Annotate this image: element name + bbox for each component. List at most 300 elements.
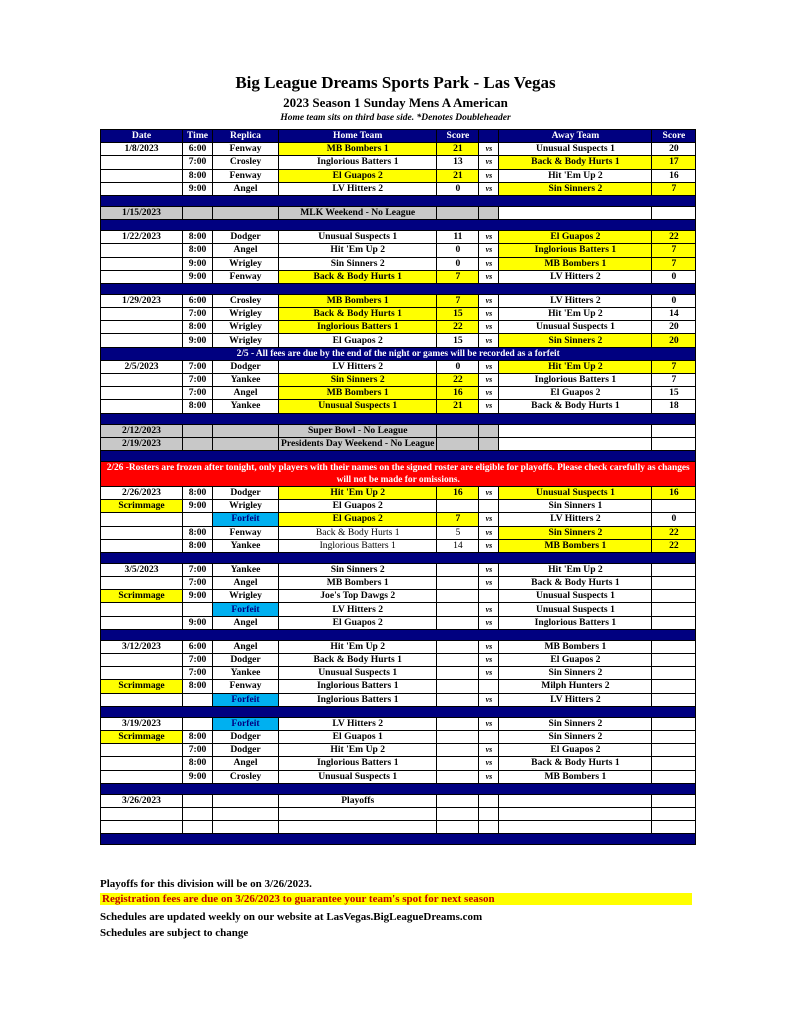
time-cell: 8:00 — [183, 539, 213, 552]
replica-cell: Forfeit — [213, 717, 279, 730]
vs-cell: vs — [479, 321, 499, 334]
home-team-cell: Inglorious Batters 1 — [279, 693, 437, 706]
away-team-cell: MB Bombers 1 — [499, 257, 652, 270]
date-cell — [101, 667, 183, 680]
vs-cell: vs — [479, 667, 499, 680]
replica-cell: Dodger — [213, 486, 279, 499]
away-score-cell — [652, 821, 696, 834]
away-team-cell: Sin Sinners 2 — [499, 730, 652, 743]
home-team-cell: MB Bombers 1 — [279, 577, 437, 590]
time-cell: 7:00 — [183, 374, 213, 387]
time-cell: 9:00 — [183, 616, 213, 629]
away-score-cell: 22 — [652, 526, 696, 539]
vs-cell: vs — [479, 693, 499, 706]
date-cell — [101, 526, 183, 539]
replica-cell: Wrigley — [213, 334, 279, 347]
home-score-cell: 22 — [437, 374, 479, 387]
date-cell — [101, 807, 183, 820]
away-team-cell — [499, 206, 652, 219]
away-score-cell — [652, 577, 696, 590]
date-cell — [101, 400, 183, 413]
col-header-home-score: Score — [437, 130, 479, 143]
replica-cell — [213, 424, 279, 437]
replica-cell: Wrigley — [213, 308, 279, 321]
game-row — [101, 486, 696, 499]
home-score-cell: 16 — [437, 486, 479, 499]
separator-bar — [101, 220, 696, 231]
time-cell — [183, 424, 213, 437]
home-team-cell: Unusual Suspects 1 — [279, 667, 437, 680]
game-row — [101, 640, 696, 653]
date-cell: 2/26/2023 — [101, 486, 183, 499]
vs-cell: vs — [479, 360, 499, 373]
home-team-cell — [279, 807, 437, 820]
away-score-cell: 20 — [652, 334, 696, 347]
away-team-cell — [499, 424, 652, 437]
away-score-cell — [652, 603, 696, 616]
col-header-home-team: Home Team — [279, 130, 437, 143]
home-team-cell: Hit 'Em Up 2 — [279, 744, 437, 757]
away-score-cell — [652, 667, 696, 680]
away-score-cell — [652, 770, 696, 783]
vs-cell: vs — [479, 231, 499, 244]
schedule-table — [100, 129, 696, 845]
date-cell — [101, 182, 183, 195]
vs-cell: vs — [479, 640, 499, 653]
away-score-cell: 20 — [652, 321, 696, 334]
separator-row — [101, 834, 696, 845]
away-score-cell — [652, 206, 696, 219]
home-team-cell: Inglorious Batters 1 — [279, 539, 437, 552]
separator-row — [101, 629, 696, 640]
home-score-cell — [437, 603, 479, 616]
no-league-row — [101, 206, 696, 219]
home-score-cell: 21 — [437, 169, 479, 182]
footer-change-note: Schedules are subject to change — [100, 927, 249, 939]
away-score-cell — [652, 730, 696, 743]
vs-cell: vs — [479, 244, 499, 257]
fees-notice-row — [101, 347, 696, 360]
date-cell: Scrimmage — [101, 730, 183, 743]
home-team-cell: Playoffs — [279, 794, 437, 807]
home-team-cell: Back & Body Hurts 1 — [279, 526, 437, 539]
home-score-cell — [437, 770, 479, 783]
time-cell: 9:00 — [183, 590, 213, 603]
vs-cell — [479, 500, 499, 513]
date-cell — [101, 577, 183, 590]
time-cell: 6:00 — [183, 294, 213, 307]
vs-cell: vs — [479, 563, 499, 576]
time-cell: 9:00 — [183, 182, 213, 195]
replica-cell: Angel — [213, 387, 279, 400]
footer-registration-note: Registration fees are due on 3/26/2023 to guarantee your team's spot for next season — [100, 893, 692, 905]
time-cell — [183, 717, 213, 730]
time-cell: 8:00 — [183, 244, 213, 257]
game-row — [101, 308, 696, 321]
home-team-cell: Back & Body Hurts 1 — [279, 654, 437, 667]
away-team-cell: Sin Sinners 2 — [499, 717, 652, 730]
away-team-cell: LV Hitters 2 — [499, 693, 652, 706]
date-cell: 1/29/2023 — [101, 294, 183, 307]
home-team-cell: MB Bombers 1 — [279, 387, 437, 400]
away-team-cell: Inglorious Batters 1 — [499, 616, 652, 629]
home-team-cell: El Guapos 1 — [279, 730, 437, 743]
home-score-cell — [437, 807, 479, 820]
home-score-cell: 22 — [437, 321, 479, 334]
away-team-cell: LV Hitters 2 — [499, 513, 652, 526]
replica-cell: Fenway — [213, 169, 279, 182]
replica-cell: Dodger — [213, 730, 279, 743]
game-row — [101, 294, 696, 307]
away-score-cell: 7 — [652, 374, 696, 387]
game-row — [101, 563, 696, 576]
away-score-cell: 0 — [652, 270, 696, 283]
header-note: Home team sits on third base side. *Denotes Doubleheader — [280, 113, 511, 123]
vs-cell: vs — [479, 654, 499, 667]
date-cell — [101, 244, 183, 257]
home-score-cell — [437, 693, 479, 706]
time-cell: 7:00 — [183, 360, 213, 373]
game-row — [101, 270, 696, 283]
vs-cell — [479, 730, 499, 743]
home-score-cell — [437, 757, 479, 770]
away-team-cell: El Guapos 2 — [499, 387, 652, 400]
time-cell — [183, 693, 213, 706]
time-cell: 6:00 — [183, 143, 213, 156]
footer-playoffs-note: Playoffs for this division will be on 3/26/2023. — [100, 878, 312, 890]
away-score-cell: 7 — [652, 257, 696, 270]
separator-row — [101, 552, 696, 563]
vs-cell: vs — [479, 526, 499, 539]
home-team-cell: Inglorious Batters 1 — [279, 156, 437, 169]
time-cell: 8:00 — [183, 757, 213, 770]
home-score-cell — [437, 500, 479, 513]
home-team-cell — [279, 821, 437, 834]
away-score-cell — [652, 590, 696, 603]
away-team-cell: MB Bombers 1 — [499, 539, 652, 552]
away-team-cell: LV Hitters 2 — [499, 270, 652, 283]
replica-cell: Yankee — [213, 563, 279, 576]
date-cell — [101, 321, 183, 334]
vs-cell: vs — [479, 577, 499, 590]
date-cell — [101, 616, 183, 629]
away-score-cell — [652, 693, 696, 706]
away-score-cell: 18 — [652, 400, 696, 413]
game-row — [101, 539, 696, 552]
home-team-cell: Sin Sinners 2 — [279, 374, 437, 387]
separator-bar — [101, 706, 696, 717]
away-team-cell: LV Hitters 2 — [499, 294, 652, 307]
date-cell: 3/26/2023 — [101, 794, 183, 807]
replica-cell: Angel — [213, 640, 279, 653]
replica-cell — [213, 794, 279, 807]
away-team-cell: MB Bombers 1 — [499, 770, 652, 783]
away-team-cell — [499, 821, 652, 834]
home-score-cell: 21 — [437, 143, 479, 156]
date-cell: 2/12/2023 — [101, 424, 183, 437]
page-title: Big League Dreams Sports Park - Las Vegas — [235, 73, 556, 92]
time-cell: 7:00 — [183, 308, 213, 321]
home-score-cell: 7 — [437, 270, 479, 283]
home-team-cell: Back & Body Hurts 1 — [279, 308, 437, 321]
home-team-cell: El Guapos 2 — [279, 500, 437, 513]
date-cell: 2/19/2023 — [101, 437, 183, 450]
away-score-cell — [652, 424, 696, 437]
col-header-date: Date — [101, 130, 183, 143]
away-score-cell — [652, 757, 696, 770]
home-team-cell: LV Hitters 2 — [279, 717, 437, 730]
date-cell — [101, 308, 183, 321]
vs-cell: vs — [479, 539, 499, 552]
date-cell — [101, 757, 183, 770]
date-cell: Scrimmage — [101, 590, 183, 603]
replica-cell: Wrigley — [213, 590, 279, 603]
game-row — [101, 717, 696, 730]
time-cell: 6:00 — [183, 640, 213, 653]
date-cell: 3/5/2023 — [101, 563, 183, 576]
time-cell: 8:00 — [183, 169, 213, 182]
replica-cell: Angel — [213, 244, 279, 257]
date-cell — [101, 539, 183, 552]
vs-cell — [479, 590, 499, 603]
home-team-cell: El Guapos 2 — [279, 513, 437, 526]
replica-cell: Crosley — [213, 156, 279, 169]
away-score-cell: 16 — [652, 169, 696, 182]
roster-notice-row — [101, 461, 696, 486]
game-row — [101, 693, 696, 706]
away-team-cell: Hit 'Em Up 2 — [499, 169, 652, 182]
time-cell — [183, 794, 213, 807]
col-header-away-team: Away Team — [499, 130, 652, 143]
vs-cell: vs — [479, 757, 499, 770]
time-cell: 7:00 — [183, 744, 213, 757]
replica-cell: Wrigley — [213, 500, 279, 513]
replica-cell — [213, 821, 279, 834]
home-score-cell: 7 — [437, 294, 479, 307]
game-row — [101, 387, 696, 400]
vs-cell: vs — [479, 400, 499, 413]
col-header-vs — [479, 130, 499, 143]
away-score-cell: 17 — [652, 156, 696, 169]
home-score-cell — [437, 821, 479, 834]
away-score-cell: 7 — [652, 360, 696, 373]
no-league-row — [101, 437, 696, 450]
separator-bar — [101, 450, 696, 461]
date-cell — [101, 334, 183, 347]
game-row — [101, 526, 696, 539]
date-cell: 3/19/2023 — [101, 717, 183, 730]
home-score-cell — [437, 437, 479, 450]
time-cell: 9:00 — [183, 270, 213, 283]
date-cell — [101, 387, 183, 400]
home-team-cell: LV Hitters 2 — [279, 603, 437, 616]
time-cell — [183, 437, 213, 450]
vs-cell: vs — [479, 169, 499, 182]
away-team-cell: Hit 'Em Up 2 — [499, 308, 652, 321]
game-row — [101, 590, 696, 603]
separator-row — [101, 413, 696, 424]
away-team-cell: Unusual Suspects 1 — [499, 143, 652, 156]
time-cell: 8:00 — [183, 526, 213, 539]
away-team-cell: Hit 'Em Up 2 — [499, 563, 652, 576]
vs-cell: vs — [479, 374, 499, 387]
away-team-cell: Sin Sinners 2 — [499, 526, 652, 539]
home-score-cell: 0 — [437, 182, 479, 195]
away-team-cell: Back & Body Hurts 1 — [499, 156, 652, 169]
home-team-cell: MB Bombers 1 — [279, 294, 437, 307]
no-league-text: Presidents Day Weekend - No League — [279, 437, 437, 450]
time-cell: 9:00 — [183, 334, 213, 347]
away-team-cell: El Guapos 2 — [499, 231, 652, 244]
vs-cell: vs — [479, 770, 499, 783]
replica-cell: Dodger — [213, 231, 279, 244]
time-cell: 8:00 — [183, 680, 213, 693]
game-row — [101, 757, 696, 770]
away-team-cell: Back & Body Hurts 1 — [499, 757, 652, 770]
page-subtitle: 2023 Season 1 Sunday Mens A American — [283, 95, 508, 110]
game-row — [101, 374, 696, 387]
game-row — [101, 257, 696, 270]
vs-cell — [479, 821, 499, 834]
away-score-cell — [652, 744, 696, 757]
game-row — [101, 577, 696, 590]
replica-cell — [213, 807, 279, 820]
game-row — [101, 616, 696, 629]
game-row — [101, 231, 696, 244]
home-score-cell: 11 — [437, 231, 479, 244]
time-cell: 7:00 — [183, 667, 213, 680]
away-team-cell: Inglorious Batters 1 — [499, 374, 652, 387]
fees-notice: 2/5 - All fees are due by the end of the night or games will be recorded as a forfeit — [101, 347, 696, 360]
time-cell: 8:00 — [183, 231, 213, 244]
home-score-cell — [437, 680, 479, 693]
no-league-text: Super Bowl - No League — [279, 424, 437, 437]
away-score-cell — [652, 500, 696, 513]
time-cell: 9:00 — [183, 770, 213, 783]
home-score-cell — [437, 744, 479, 757]
home-score-cell — [437, 717, 479, 730]
game-row — [101, 334, 696, 347]
time-cell: 7:00 — [183, 577, 213, 590]
away-team-cell: Inglorious Batters 1 — [499, 244, 652, 257]
away-team-cell: MB Bombers 1 — [499, 640, 652, 653]
home-score-cell: 21 — [437, 400, 479, 413]
date-cell: 2/5/2023 — [101, 360, 183, 373]
time-cell: 8:00 — [183, 321, 213, 334]
away-team-cell: Sin Sinners 1 — [499, 500, 652, 513]
home-score-cell: 0 — [437, 360, 479, 373]
footer-website-note: Schedules are updated weekly on our website at LasVegas.BigLeagueDreams.com — [100, 911, 483, 923]
home-team-cell: Hit 'Em Up 2 — [279, 640, 437, 653]
replica-cell: Wrigley — [213, 321, 279, 334]
away-score-cell: 0 — [652, 513, 696, 526]
away-score-cell: 22 — [652, 231, 696, 244]
home-score-cell: 0 — [437, 244, 479, 257]
game-row — [101, 603, 696, 616]
away-team-cell: El Guapos 2 — [499, 654, 652, 667]
date-cell: Scrimmage — [101, 680, 183, 693]
date-cell — [101, 270, 183, 283]
away-team-cell: Back & Body Hurts 1 — [499, 577, 652, 590]
time-cell: 7:00 — [183, 654, 213, 667]
vs-cell: vs — [479, 308, 499, 321]
away-score-cell: 20 — [652, 143, 696, 156]
away-score-cell — [652, 640, 696, 653]
away-team-cell: Sin Sinners 2 — [499, 182, 652, 195]
game-row — [101, 821, 696, 834]
vs-cell: vs — [479, 294, 499, 307]
home-score-cell: 13 — [437, 156, 479, 169]
away-score-cell — [652, 680, 696, 693]
replica-cell: Angel — [213, 616, 279, 629]
date-cell — [101, 257, 183, 270]
separator-bar — [101, 413, 696, 424]
time-cell: 7:00 — [183, 156, 213, 169]
away-team-cell — [499, 794, 652, 807]
away-score-cell — [652, 563, 696, 576]
away-score-cell — [652, 794, 696, 807]
away-team-cell: Sin Sinners 2 — [499, 667, 652, 680]
game-row — [101, 400, 696, 413]
date-cell: 1/15/2023 — [101, 206, 183, 219]
vs-cell: vs — [479, 616, 499, 629]
vs-cell: vs — [479, 486, 499, 499]
away-score-cell: 7 — [652, 182, 696, 195]
home-score-cell — [437, 424, 479, 437]
replica-cell: Dodger — [213, 654, 279, 667]
home-team-cell: Unusual Suspects 1 — [279, 400, 437, 413]
replica-cell: Angel — [213, 182, 279, 195]
replica-cell: Yankee — [213, 539, 279, 552]
away-score-cell — [652, 717, 696, 730]
separator-row — [101, 195, 696, 206]
away-team-cell: Unusual Suspects 1 — [499, 603, 652, 616]
home-team-cell: Inglorious Batters 1 — [279, 680, 437, 693]
vs-cell: vs — [479, 270, 499, 283]
replica-cell: Fenway — [213, 526, 279, 539]
home-team-cell: LV Hitters 2 — [279, 182, 437, 195]
away-team-cell: Hit 'Em Up 2 — [499, 360, 652, 373]
away-score-cell: 22 — [652, 539, 696, 552]
vs-cell: vs — [479, 257, 499, 270]
replica-cell: Dodger — [213, 360, 279, 373]
time-cell — [183, 807, 213, 820]
vs-cell — [479, 437, 499, 450]
home-score-cell — [437, 563, 479, 576]
vs-cell: vs — [479, 182, 499, 195]
vs-cell: vs — [479, 143, 499, 156]
time-cell — [183, 821, 213, 834]
game-row — [101, 143, 696, 156]
home-score-cell: 15 — [437, 308, 479, 321]
date-cell — [101, 156, 183, 169]
date-cell — [101, 169, 183, 182]
home-team-cell: LV Hitters 2 — [279, 360, 437, 373]
date-cell — [101, 654, 183, 667]
away-team-cell: Unusual Suspects 1 — [499, 486, 652, 499]
vs-cell — [479, 794, 499, 807]
vs-cell — [479, 424, 499, 437]
home-team-cell: Inglorious Batters 1 — [279, 757, 437, 770]
date-cell — [101, 744, 183, 757]
replica-cell: Wrigley — [213, 257, 279, 270]
home-score-cell — [437, 616, 479, 629]
home-score-cell — [437, 206, 479, 219]
replica-cell: Crosley — [213, 294, 279, 307]
home-score-cell: 7 — [437, 513, 479, 526]
home-score-cell — [437, 730, 479, 743]
home-score-cell — [437, 654, 479, 667]
